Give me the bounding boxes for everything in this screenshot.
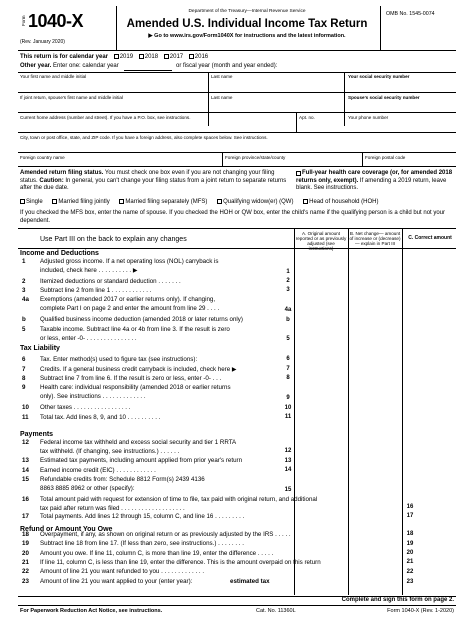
line-number: 1 — [22, 258, 26, 265]
paperwork-notice: For Paperwork Reduction Act Notice, see instructions. — [20, 608, 163, 614]
line-number-box: 9 — [286, 395, 290, 401]
line-number: 15 — [22, 476, 29, 483]
column-b-input[interactable] — [348, 467, 402, 476]
column-b-input[interactable] — [348, 457, 402, 467]
line-text: Other taxes . . . . . . . . . . . . . . . . . — [40, 404, 131, 411]
line-text-cont: tax paid after return was filed . . . . . . . . . . . . . . . . . . . — [40, 505, 185, 512]
line-text: Total payments. Add lines 12 through 15, column C, and line 16 . . . . . . . . . — [40, 513, 245, 520]
qw-checkbox[interactable]: Qualifying widow(er) (QW) — [217, 199, 293, 205]
column-b-input[interactable] — [348, 439, 402, 457]
line-number-box: 14 — [284, 467, 292, 473]
line-text: Total tax. Add lines 8, 9, and 10 . . . . . . . . . . — [40, 414, 161, 421]
hoh-checkbox[interactable]: Head of household (HOH) — [303, 199, 378, 205]
column-c-input[interactable] — [402, 384, 456, 404]
line-text: Qualified business income deduction (amended 2018 or later returns only) — [40, 316, 243, 323]
column-c-input[interactable] — [402, 414, 456, 423]
calendar-year-input[interactable] — [124, 70, 172, 71]
line-number-box: 13 — [284, 458, 292, 464]
other-year-label: Other year. — [20, 63, 52, 69]
column-a-input[interactable] — [294, 326, 348, 345]
column-c-input[interactable] — [402, 258, 456, 278]
line-text-cont: complete Part I on page 2 and enter the amount from line 29 . . . . — [40, 305, 220, 312]
ssn-field[interactable]: Your social security number — [348, 74, 410, 79]
line-number-box: 16 — [406, 504, 414, 510]
year-2016-checkbox[interactable]: 2016 — [189, 54, 208, 60]
filing-status-instructions: Amended return filing status. You must check one box even if you are not changing your filing status. Caution: In general, you can't change your filing status from a joint return to separate returns after the due date. — [20, 170, 287, 191]
column-b-input[interactable] — [348, 404, 402, 414]
column-c-input[interactable] — [402, 278, 456, 287]
continue-note: Complete and sign this form on page 2. — [341, 597, 454, 603]
line-number: 14 — [22, 467, 29, 474]
column-a-input[interactable] — [294, 414, 348, 423]
section-income: Income and Deductions — [20, 250, 99, 257]
line-text-cont: 8863 8885 8962 or other (specify): — [40, 485, 135, 492]
line-number-box: 5 — [286, 336, 290, 342]
column-c-input[interactable] — [402, 356, 456, 365]
line-number: 22 — [22, 568, 29, 575]
amount-input[interactable] — [416, 531, 456, 540]
line-number-box: 23 — [406, 579, 414, 585]
line-number-box: 8 — [286, 375, 290, 381]
line-number-box: 10 — [284, 405, 292, 411]
revision-date: (Rev. January 2020) — [20, 39, 65, 45]
line-text: Total amount paid with request for extension of time to file, tax paid with original return, and additional — [40, 496, 318, 503]
column-a-input[interactable] — [294, 439, 348, 457]
section-payments: Payments — [20, 431, 54, 438]
tax-year-label: This return is for calendar year — [20, 54, 109, 61]
line-text: If line 11, column C, is less than line 19, enter the difference. This is the amount overpaid on this return — [40, 559, 321, 566]
column-b-header: B. Net change— amount of increase or (decrease)— explain in Part III — [349, 231, 401, 247]
line-text-cont: or less, enter -0- . . . . . . . . . . . . . . . — [40, 335, 137, 342]
column-b-input[interactable] — [348, 326, 402, 345]
line-text: Subtract line 18 from line 17. (If less than zero, see instructions.) . . . . . . . . — [40, 540, 244, 547]
line-number: 23 — [22, 578, 29, 585]
amount-input[interactable] — [416, 559, 456, 568]
form-title: Amended U.S. Individual Income Tax Return — [126, 18, 368, 30]
section-tax: Tax Liability — [20, 345, 60, 352]
column-a-input[interactable] — [294, 296, 348, 316]
line-number: 7 — [22, 366, 26, 373]
city-field[interactable]: City, town or post office, state, and ZIP code. If you have a foreign address, also complete spaces below. See instructions. — [20, 135, 268, 140]
column-c-input[interactable] — [402, 287, 456, 296]
line-text: Health care: individual responsibility (amended 2018 or earlier returns — [40, 384, 231, 391]
column-b-input[interactable] — [348, 258, 402, 278]
column-b-input[interactable] — [348, 414, 402, 423]
line-number-box: 19 — [406, 541, 414, 547]
column-c-input[interactable] — [402, 296, 456, 316]
foreign-province-field[interactable]: Foreign province/state/county — [225, 155, 286, 160]
column-a-header: A. Original amount reported or as previously adjusted (see instructions) — [295, 231, 347, 252]
line-number-box: b — [286, 317, 290, 323]
line-number-box: 6 — [286, 356, 290, 362]
instructions-link[interactable]: ▶ Go to www.irs.gov/Form1040X for instructions and the latest information. — [148, 33, 346, 39]
column-a-input[interactable] — [294, 457, 348, 467]
column-a-input[interactable] — [294, 476, 348, 496]
line-text: Credits. If a general business credit carryback is included, check here ▶ — [40, 366, 237, 373]
last-name-field[interactable]: Last name — [211, 74, 233, 79]
column-a-input[interactable] — [294, 356, 348, 365]
foreign-country-field[interactable]: Foreign country name — [20, 155, 65, 160]
line-number-box: 3 — [286, 287, 290, 293]
line-number: 11 — [22, 414, 29, 421]
form-number: 1040-X — [28, 11, 84, 31]
column-b-input[interactable] — [348, 366, 402, 375]
column-a-input[interactable] — [294, 467, 348, 476]
spouse-first-name-field[interactable]: If joint return, spouse's first name and middle initial — [20, 95, 124, 100]
amount-input[interactable] — [416, 578, 456, 588]
line-number: 4a — [22, 296, 29, 303]
column-b-input[interactable] — [348, 356, 402, 365]
line-number: 6 — [22, 356, 26, 363]
column-b-input[interactable] — [348, 384, 402, 404]
column-c-header: C. Correct amount — [408, 235, 452, 241]
line-number-box: 17 — [406, 513, 414, 519]
fiscal-year-text: or fiscal year (month and year ended): — [176, 63, 278, 69]
column-b-input[interactable] — [348, 316, 402, 326]
line-number: 10 — [22, 404, 29, 411]
omb-number: OMB No. 1545-0074 — [386, 11, 435, 17]
line-number: 3 — [22, 287, 26, 294]
column-b-input[interactable] — [348, 287, 402, 296]
line-number-box: 18 — [406, 531, 414, 537]
other-year-text: Enter one: calendar year — [53, 63, 119, 69]
amount-input[interactable] — [416, 540, 456, 550]
column-a-input[interactable] — [294, 316, 348, 326]
line-text: Adjusted gross income. If a net operating loss (NOL) carryback is — [40, 258, 219, 265]
column-a-input[interactable] — [294, 384, 348, 404]
line-text: Exemptions (amended 2017 or earlier returns only). If changing, — [40, 296, 216, 303]
apt-field[interactable]: Apt. no. — [299, 115, 315, 120]
line-number-box: 15 — [284, 487, 292, 493]
first-name-field[interactable]: Your first name and middle initial — [20, 74, 87, 79]
line-number-box: 21 — [406, 559, 414, 565]
amount-input[interactable] — [416, 496, 456, 513]
line-text: Estimated tax payments, including amount applied from prior year's return — [40, 457, 243, 464]
line-number: 17 — [22, 513, 29, 520]
cat-number: Cat. No. 11360L — [256, 608, 296, 614]
column-c-input[interactable] — [402, 467, 456, 476]
line-text: Itemized deductions or standard deduction . . . . . . . — [40, 278, 181, 285]
mfs-checkbox[interactable]: Married filing separately (MFS) — [119, 199, 207, 205]
line-text: Amount you owe. If line 11, column C, is more than line 19, enter the difference . . . . . — [40, 550, 274, 557]
column-b-input[interactable] — [348, 476, 402, 496]
column-b-input[interactable] — [348, 296, 402, 316]
department-text: Department of the Treasury—Internal Revenue Service — [188, 9, 306, 14]
line-number-box: 7 — [286, 366, 290, 372]
line-text: Taxable income. Subtract line 4a or 4b from line 3. If the result is zero — [40, 326, 230, 333]
column-c-input[interactable] — [402, 375, 456, 384]
form-id-footer: Form 1040-X (Rev. 1-2020) — [387, 608, 454, 614]
line-number-box: 4a — [284, 307, 292, 313]
column-a-input[interactable] — [294, 287, 348, 296]
column-c-input[interactable] — [402, 366, 456, 375]
line-number: 20 — [22, 550, 29, 557]
line-text-cont: tax withheld. (If changing, see instructions.) . . . . . . — [40, 448, 180, 455]
part3-note: Use Part III on the back to explain any changes — [40, 236, 187, 243]
line-number-box: 20 — [406, 550, 414, 556]
health-care-checkbox[interactable]: Full-year health care coverage (or, for amended 2018 returns only, exempt). If amending a 2019 return, leave blank. See instructions. — [296, 170, 453, 191]
column-a-input[interactable] — [294, 404, 348, 414]
column-c-input[interactable] — [402, 457, 456, 467]
line-number: 9 — [22, 384, 26, 391]
amount-input[interactable] — [416, 568, 456, 578]
amount-input[interactable] — [416, 513, 456, 522]
column-c-input[interactable] — [402, 439, 456, 457]
line-number-box: 22 — [406, 569, 414, 575]
line-number: 18 — [22, 531, 29, 538]
line-number-box: 12 — [284, 448, 292, 454]
spouse-last-name-field[interactable]: Last name — [211, 95, 233, 100]
amount-input[interactable] — [416, 550, 456, 559]
year-2019-checkbox[interactable]: 2019 — [114, 54, 133, 60]
phone-field[interactable]: Your phone number — [348, 115, 389, 120]
form-label: Form — [21, 15, 26, 26]
section-refund: Refund or Amount You Owe — [20, 526, 113, 533]
line-text-cont: only). See instructions . . . . . . . . . . . . . — [40, 393, 146, 400]
line-text: Refundable credits from: Schedule 8812 Form(s) 2439 4136 — [40, 476, 205, 483]
line-text: Subtract line 2 from line 1 . . . . . . . . . . . . — [40, 287, 152, 294]
column-a-input[interactable] — [294, 258, 348, 278]
address-field[interactable]: Current home address (number and street). If you have a P.O. box, see instructions. — [20, 115, 191, 120]
line-number: 21 — [22, 559, 29, 566]
line-text: Overpayment, if any, as shown on original return or as previously adjusted by the IRS . . . . . — [40, 531, 291, 538]
line-number-box: 2 — [286, 278, 290, 284]
line-text-cont: included, check here . . . . . . . . . . ▶ — [40, 267, 138, 274]
line-number: 13 — [22, 457, 29, 464]
column-b-input[interactable] — [348, 375, 402, 384]
mfj-checkbox[interactable]: Married filing jointly — [52, 199, 109, 205]
foreign-postal-field[interactable]: Foreign postal code — [365, 155, 406, 160]
column-c-input[interactable] — [402, 326, 456, 345]
line-text: Amount of line 21 you want applied to your (enter year): — [40, 578, 193, 585]
column-a-input[interactable] — [294, 366, 348, 375]
line-number: 8 — [22, 375, 26, 382]
line-text: Amount of line 21 you want refunded to you . . . . . . . . . . . . . — [40, 568, 205, 575]
line-number: b — [22, 316, 26, 323]
year-2017-checkbox[interactable]: 2017 — [164, 54, 183, 60]
single-checkbox[interactable]: Single — [20, 199, 43, 205]
line-number: 12 — [22, 439, 29, 446]
column-a-input[interactable] — [294, 278, 348, 287]
spouse-ssn-field[interactable]: Spouse's social security number — [348, 95, 420, 100]
line-number: 16 — [22, 496, 29, 503]
line-number-box: 11 — [284, 414, 292, 420]
line-number: 2 — [22, 278, 26, 285]
line-number: 19 — [22, 540, 29, 547]
year-2018-checkbox[interactable]: 2018 — [139, 54, 158, 60]
line-text: Earned income credit (EIC) . . . . . . . . . . . . — [40, 467, 156, 474]
mfs-note: If you checked the MFS box, enter the name of spouse. If you checked the HOH or QW box, enter the child's name if the qualifying person is a child but not your dependent. — [20, 210, 446, 224]
line-text: Tax. Enter method(s) used to figure tax (see instructions): — [40, 356, 198, 363]
column-c-input[interactable] — [402, 476, 456, 496]
column-b-input[interactable] — [348, 278, 402, 287]
column-c-input[interactable] — [402, 316, 456, 326]
line-text-cont: estimated tax — [230, 578, 270, 585]
line-text: Federal income tax withheld and excess social security and tier 1 RRTA — [40, 439, 237, 446]
column-c-input[interactable] — [402, 404, 456, 414]
column-a-input[interactable] — [294, 375, 348, 384]
line-number: 5 — [22, 326, 26, 333]
line-text: Subtract line 7 from line 6. If the result is zero or less, enter -0- . . . — [40, 375, 222, 382]
line-number-box: 1 — [286, 269, 290, 275]
